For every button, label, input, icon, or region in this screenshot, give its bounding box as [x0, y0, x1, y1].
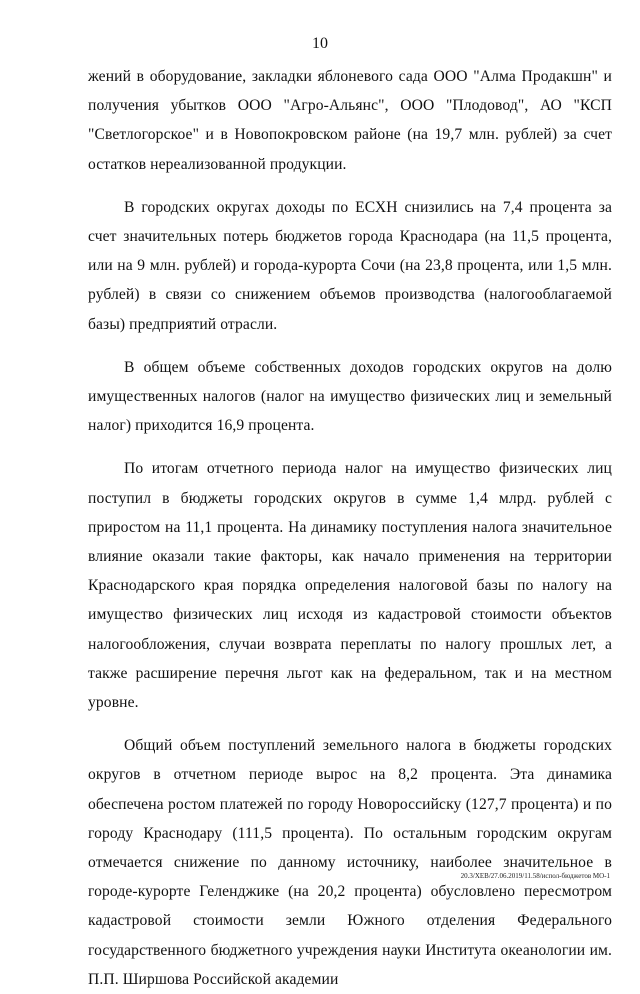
page-number: 10 [312, 35, 328, 52]
paragraph-2: В городских округах доходы по ЕСХН снизились на 7,4 процента за счет значительных потерь бюджетов города Краснодара (на 11,5 процента, или на 9 млн. рублей) и города-курорта Сочи (на 23,8 процента, или 1,5 млн. рублей) в связи со снижением объемов производства (налогооблагаемой базы) предприятий отрасли. [88, 198, 612, 333]
footer-stamp: 20.3/ХЕВ/27.06.2019/11.58/испол-бюджетов МО-1 [460, 872, 610, 880]
paragraph-3: В общем объеме собственных доходов городских округов на долю имущественных налогов (налог на имущество физических лиц и земельный налог) приходится 16,9 процента. [88, 358, 612, 435]
body-text [88, 62, 612, 994]
paragraph-5: Общий объем поступлений земельного налога в бюджеты городских округов в отчетном периоде вырос на 8,2 процента. Эта динамика обеспечена ростом платежей по городу Новороссийску (127,7 процента) и по городу Краснодару (111,5 процента). По остальным городским округам отмечается снижение по данному источнику, наиболее значительное в городе-курорте Геленджике (на 20,2 процента) обусловлено пересмотром кадастровой стоимости земли Южного отделения Федерального государственного бюджетного учреждения науки Института океанологии им. П.П. Ширшова Российской академии [88, 737, 612, 988]
paragraph-1: жений в оборудование, закладки яблоневого сада ООО "Алма Продакшн" и получения убытков ООО "Агро-Альянс", ООО "Плодовод", АО "КСП "Светлогорское" и в Новопокровском районе (на 19,7 млн. рублей) за счет остатков нереализованной продукции. [88, 68, 612, 173]
paragraph-4: По итогам отчетного периода налог на имущество физических лиц поступил в бюджеты городских округов в сумме 1,4 млрд. рублей с приростом на 11,1 процента. На динамику поступления налога значительное влияние оказали такие факторы, как начало применения на территории Краснодарского края порядка определения налоговой базы по налогу на имущество физических лиц исходя из кадастровой стоимости объектов налогообложения, случаи возврата переплаты по налогу прошлых лет, а также расширение перечня льгот как на федеральном, так и на местном уровне. [88, 460, 612, 712]
